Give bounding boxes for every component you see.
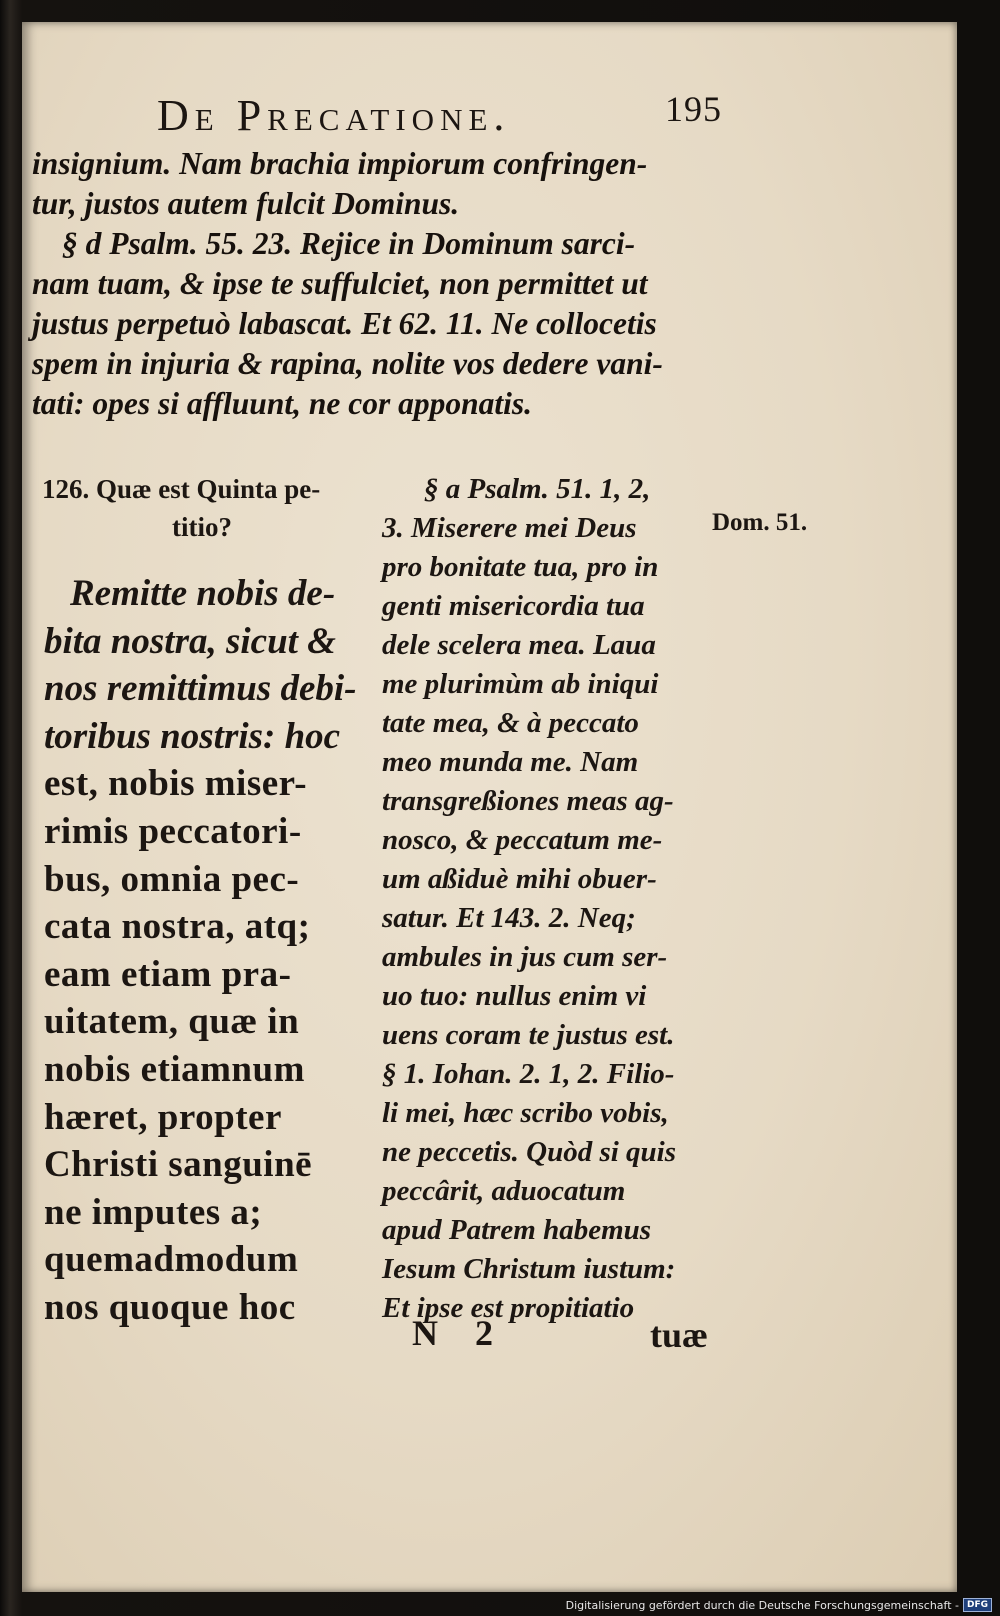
answer-line: hæret, propter: [44, 1096, 282, 1138]
answer-line: bus, omnia pec-: [44, 858, 300, 900]
catchword: tuæ: [650, 1315, 709, 1355]
running-title: De Precatione.: [157, 91, 511, 140]
answer-line: nobis etiamnum: [44, 1048, 305, 1090]
scripture-line: apud Patrem habemus: [382, 1214, 652, 1246]
answer-line: ne imputes a;: [44, 1191, 263, 1233]
text-line: justus perpetuò labascat. Et 62. 11. Ne collocetis: [32, 306, 657, 341]
scripture-line: uens coram te justus est.: [382, 1019, 675, 1051]
dfg-logo-icon: DFG: [963, 1598, 992, 1612]
answer-line: cata nostra, atq;: [44, 906, 311, 948]
scripture-line: ne peccetis. Quòd si quis: [382, 1136, 677, 1168]
text-line: spem in injuria & rapina, nolite vos dedere vani-: [32, 346, 663, 381]
scripture-line: meo munda me. Nam: [382, 746, 639, 778]
answer-line: nos quoque hoc: [44, 1286, 296, 1328]
scripture-column: [382, 470, 722, 1328]
digitization-credit: [566, 1598, 992, 1612]
answer-line: uitatem, quæ in: [44, 1001, 300, 1043]
text-line: nam tuam, & ipse te suffulciet, non permittet ut: [32, 266, 648, 301]
text-line: insignium. Nam brachia impiorum confringen-: [32, 146, 648, 181]
scripture-line: li mei, hæc scribo vobis,: [382, 1097, 669, 1129]
book-page: [22, 22, 957, 1592]
scripture-line: uo tuo: nullus enim vi: [382, 980, 647, 1012]
answer-line: bita nostra, sicut &: [44, 620, 336, 662]
scripture-line: § 1. Iohan. 2. 1, 2. Filio-: [382, 1058, 675, 1090]
answer-line: quemadmodum: [44, 1239, 299, 1281]
margin-note: Dom. 51.: [712, 509, 808, 536]
scripture-line: satur. Et 143. 2. Neq;: [382, 902, 636, 934]
scripture-line: um aßiduè mihi obuer-: [382, 863, 657, 895]
answer-line: toribus nostris: hoc: [44, 715, 341, 757]
page-number: 195: [665, 89, 722, 129]
question-line: 126. Quæ est Quinta pe-: [42, 474, 321, 504]
scripture-line: Iesum Christum iustum:: [382, 1253, 676, 1285]
scripture-line: pro bonitate tua, pro in: [382, 551, 659, 583]
answer-line: eam etiam pra-: [44, 953, 292, 995]
answer-line: Remitte nobis de-: [70, 573, 336, 614]
text-line: tati: opes si affluunt, ne cor apponatis.: [32, 386, 532, 421]
scripture-line: dele scelera mea. Laua: [382, 629, 656, 661]
top-paragraph: [32, 144, 712, 424]
scripture-line: tate mea, & à peccato: [382, 707, 639, 739]
answer-column: [44, 570, 384, 1332]
answer-line: est, nobis miser-: [44, 763, 308, 805]
scripture-line: 3. Miserere mei Deus: [382, 512, 637, 544]
answer-line: Christi sanguinē: [44, 1144, 313, 1186]
scripture-line: peccârit, aduocatum: [382, 1175, 626, 1207]
scripture-line: nosco, & peccatum me-: [382, 824, 663, 856]
scripture-line: me plurimùm ab iniqui: [382, 668, 659, 700]
scripture-line: § a Psalm. 51. 1, 2,: [424, 473, 651, 505]
answer-line: rimis peccatori-: [44, 810, 302, 852]
scripture-line: genti misericordia tua: [382, 590, 645, 622]
question-line: titio?: [172, 512, 232, 542]
question-heading: [42, 470, 362, 546]
signature-mark: N 2: [412, 1313, 507, 1353]
credit-text: Digitalisierung gefördert durch die Deutsche Forschungsgemeinschaft -: [565, 1598, 959, 1612]
answer-line: nos remittimus debi-: [44, 668, 357, 710]
text-line: tur, justos autem fulcit Dominus.: [32, 186, 460, 221]
page-footer: [382, 1312, 722, 1362]
text-line: § d Psalm. 55. 23. Rejice in Dominum sarci-: [62, 226, 636, 261]
scripture-line: Et ipse est propitiatio: [382, 1292, 635, 1324]
scripture-line: transgreßiones meas ag-: [382, 785, 674, 817]
scripture-line: ambules in jus cum ser-: [382, 941, 668, 973]
